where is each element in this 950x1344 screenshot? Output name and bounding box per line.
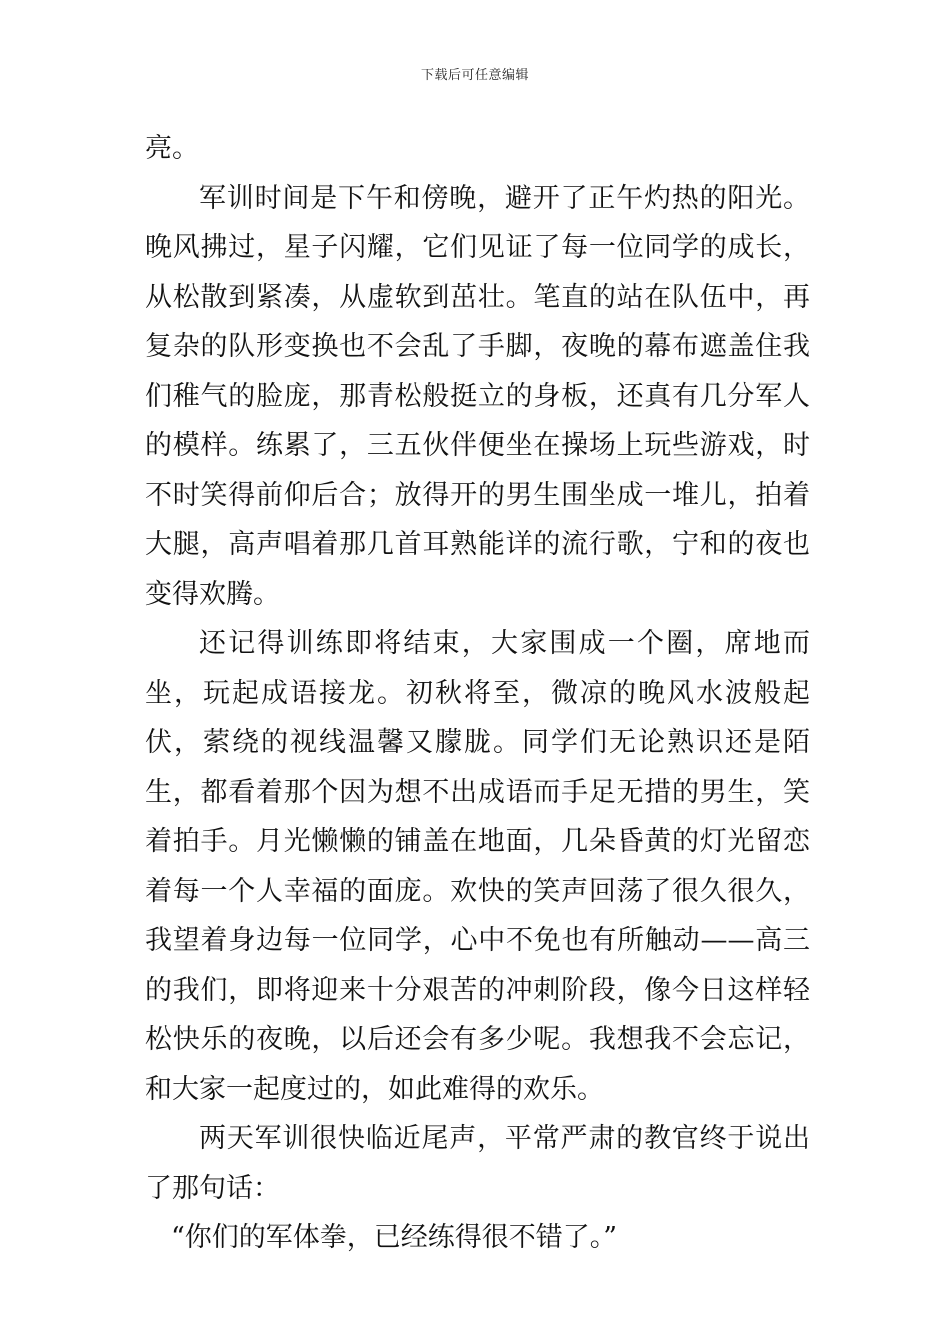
paragraph-quote: “你们的军体拳，已经练得很不错了。”: [171, 1222, 618, 1253]
paragraph-idiom-game: 还记得训练即将结束，大家围成一个圈，席地而坐，玩起成语接龙。初秋将至，微凉的晚风水波般起伏，萦绕的视线温馨又朦胧。同学们无论熟识还是陌生，都看着那个因为想不出成语而手足无措的男生，笑着拍手。月光懒懒的铺盖在地面，几朵昏黄的灯光留恋着每一个人幸福的面庞。欢快的笑声回荡了很久很久，我望着身边每一位同学，心中不免也有所触动——高三的我们，即将迎来十分艰苦的冲刺阶段，像今日这样轻松快乐的夜晚，以后还会有多少呢。我想我不会忘记，和大家一起度过的，如此难得的欢乐。: [145, 628, 810, 1105]
paragraph-training-time: 军训时间是下午和傍晚，避开了正午灼热的阳光。晚风拂过，星子闪耀，它们见证了每一位同学的成长，从松散到紧凑，从虚软到茁壮。笔直的站在队伍中，再复杂的队形变换也不会乱了手脚，夜晚的幕布遮盖住我们稚气的脸庞，那青松般挺立的身板，还真有几分军人的模样。练累了，三五伙伴便坐在操场上玩些游戏，时不时笑得前仰后合；放得开的男生围坐成一堆儿，拍着大腿，高声唱着那几首耳熟能详的流行歌，宁和的夜也变得欢腾。: [145, 182, 810, 610]
page-header: 下载后可任意编辑: [420, 68, 529, 83]
paragraph-continuation: 亮。: [145, 133, 199, 164]
document-body: [145, 124, 810, 1263]
paragraph-ending: 两天军训很快临近尾声，平常严肃的教官终于说出了那句话：: [145, 1123, 810, 1204]
